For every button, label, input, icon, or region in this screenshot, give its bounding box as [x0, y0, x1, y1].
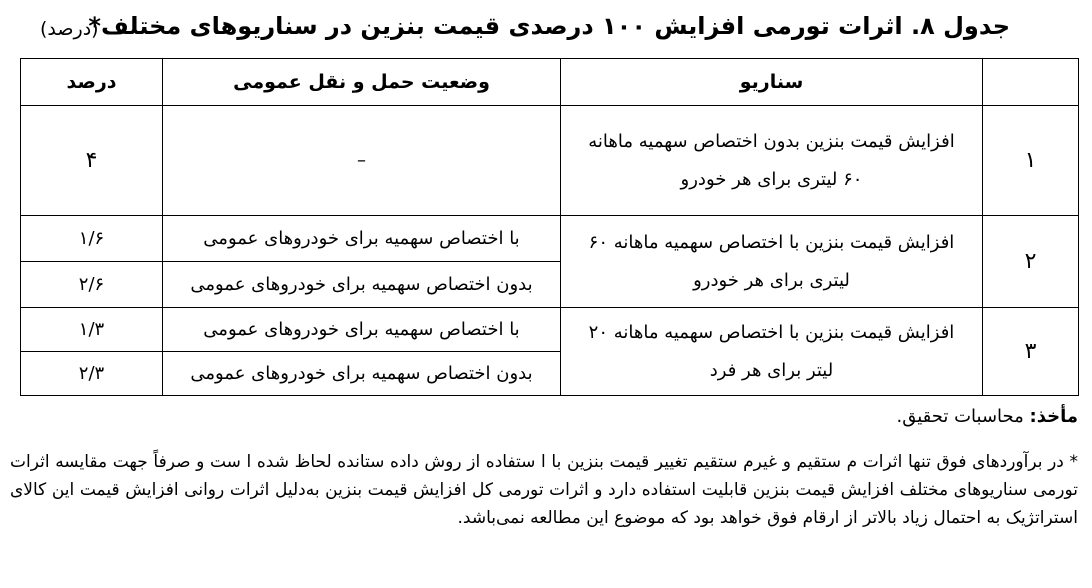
table-row [21, 308, 1079, 352]
scenario-description: افزایش قیمت بنزین بدون اختصاص سهمیه ماهانه ۶۰ لیتری برای هر خودرو [561, 106, 983, 216]
source-label: مأخذ: [1029, 406, 1078, 427]
percent-value: ۴ [21, 106, 163, 216]
unit-label: (درصد) [40, 18, 99, 40]
header-transport: وضعیت حمل و نقل عمومی [163, 59, 561, 106]
scenario-description: افزایش قیمت بنزین با اختصاص سهمیه ماهانه ۲۰ لیتر برای هر فرد [561, 308, 983, 396]
header-percent: درصد [21, 59, 163, 106]
scenario-index: ۳ [983, 308, 1079, 396]
footnote: * در برآوردهای فوق تنها اثرات م ستقیم و غیرم ستقیم تغییر قیمت بنزین با ا ستفاده از روش داده ستانده لحاظ شده ا ست و صرفاً جهت مقایسه اثرات تورمی سناریوهای مختلف افزایش قیمت بنزین قابلیت استفاده دارد و اثرات تورمی کل افزایش قیمت بنزین به‌دلیل اثرات روانی افزایش قیمت این کالای استراتژیک به احتمال زیاد بالاتر از ارقام فوق خواهد بود که موضوع این مطالعه نمی‌باشد. [10, 452, 1078, 528]
table-title: جدول ۸. اثرات تورمی افزایش ۱۰۰ درصدی قیمت بنزین در سناریوهای مختلف* [88, 12, 1010, 40]
header-scenario: سناریو [561, 59, 983, 106]
transport-status: با اختصاص سهمیه برای خودروهای عمومی [163, 216, 561, 262]
percent-value: ۲/۶ [21, 262, 163, 308]
table-header-row [21, 59, 1079, 106]
inflation-scenarios-table [20, 58, 1079, 396]
percent-value: ۱/۶ [21, 216, 163, 262]
percent-value: ۲/۳ [21, 352, 163, 396]
transport-status: بدون اختصاص سهمیه برای خودروهای عمومی [163, 352, 561, 396]
table-row [21, 106, 1079, 216]
transport-status: بدون اختصاص سهمیه برای خودروهای عمومی [163, 262, 561, 308]
table-row [21, 216, 1079, 262]
scenario-index: ۲ [983, 216, 1079, 308]
header-index [983, 59, 1079, 106]
source-line [896, 406, 1078, 427]
scenario-index: ۱ [983, 106, 1079, 216]
percent-value: ۱/۳ [21, 308, 163, 352]
source-text: محاسبات تحقیق. [896, 406, 1024, 427]
table-caption [0, 6, 1092, 50]
scenario-description: افزایش قیمت بنزین با اختصاص سهمیه ماهانه ۶۰ لیتری برای هر خودرو [561, 216, 983, 308]
transport-status: – [163, 106, 561, 216]
transport-status: با اختصاص سهمیه برای خودروهای عمومی [163, 308, 561, 352]
